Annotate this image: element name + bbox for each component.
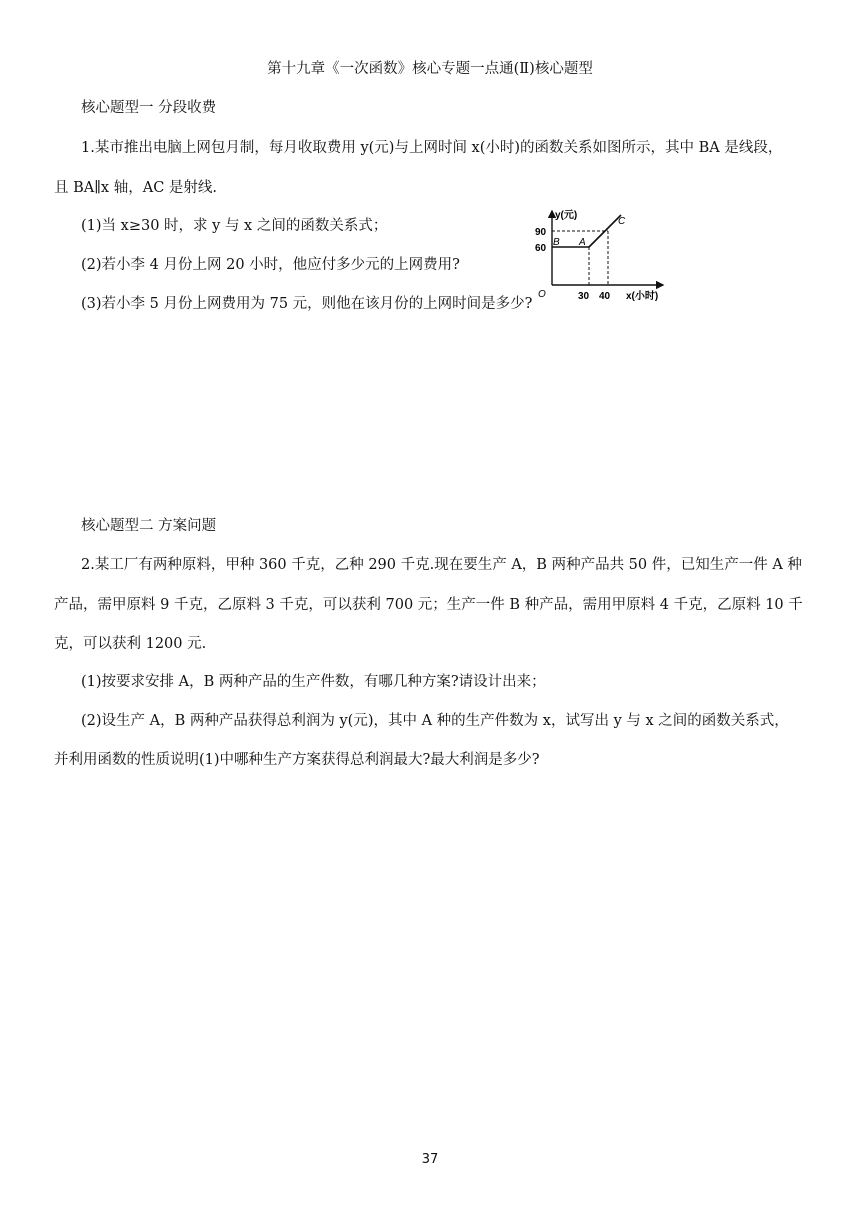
origin-label: O — [538, 289, 546, 300]
page-number: 37 — [421, 1152, 439, 1167]
x-tick-40: 40 — [599, 291, 611, 302]
q2-sub1: (1)按要求安排 A，B 两种产品的生产件数，有哪几种方案?请设计出来； — [81, 674, 546, 690]
q1-sub1: (1)当 x≥30 时，求 y 与 x 之间的函数关系式； — [81, 218, 388, 234]
q1-text-line2: 且 BA∥x 轴，AC 是射线. — [54, 180, 218, 196]
point-c-label: C — [618, 216, 626, 227]
point-b-label: B — [553, 237, 560, 248]
y-tick-60: 60 — [535, 243, 547, 254]
fee-graph — [525, 205, 670, 310]
x-axis-label: x(小时) — [626, 291, 659, 302]
section2-heading: 核心题型二 方案问题 — [81, 518, 217, 534]
q2-text-line3: 克，可以获利 1200 元. — [54, 636, 207, 652]
page-title: 第十九章《一次函数》核心专题一点通(Ⅱ)核心题型 — [267, 61, 593, 77]
q2-text-line2: 产品，需甲原料 9 千克，乙原料 3 千克，可以获利 700 元；生产一件 B 种产品，需用甲原料 4 千克，乙原料 10 千 — [54, 597, 803, 613]
q1-sub2: (2)若小李 4 月份上网 20 小时，他应付多少元的上网费用? — [81, 257, 460, 273]
y-axis-label: y(元) — [555, 210, 578, 221]
x-tick-30: 30 — [578, 291, 590, 302]
q1-text-line1: 1.某市推出电脑上网包月制，每月收取费用 y(元)与上网时间 x(小时)的函数关系如图所示，其中 BA 是线段， — [81, 140, 783, 156]
q1-sub3: (3)若小李 5 月份上网费用为 75 元，则他在该月份的上网时间是多少? — [81, 296, 533, 312]
y-tick-90: 90 — [535, 227, 547, 238]
q2-text-line1: 2.某工厂有两种原料，甲种 360 千克，乙种 290 千克.现在要生产 A，B 两种产品共 50 件，已知生产一件 A 种 — [81, 557, 802, 573]
section1-heading: 核心题型一 分段收费 — [81, 100, 217, 116]
point-a-label: A — [579, 237, 586, 248]
q2-sub2-line1: (2)设生产 A，B 两种产品获得总利润为 y(元)，其中 A 种的生产件数为 x，试写出 y 与 x 之间的函数关系式， — [81, 713, 789, 729]
q2-sub2-line2: 并利用函数的性质说明(1)中哪种生产方案获得总利润最大?最大利润是多少? — [54, 752, 540, 768]
